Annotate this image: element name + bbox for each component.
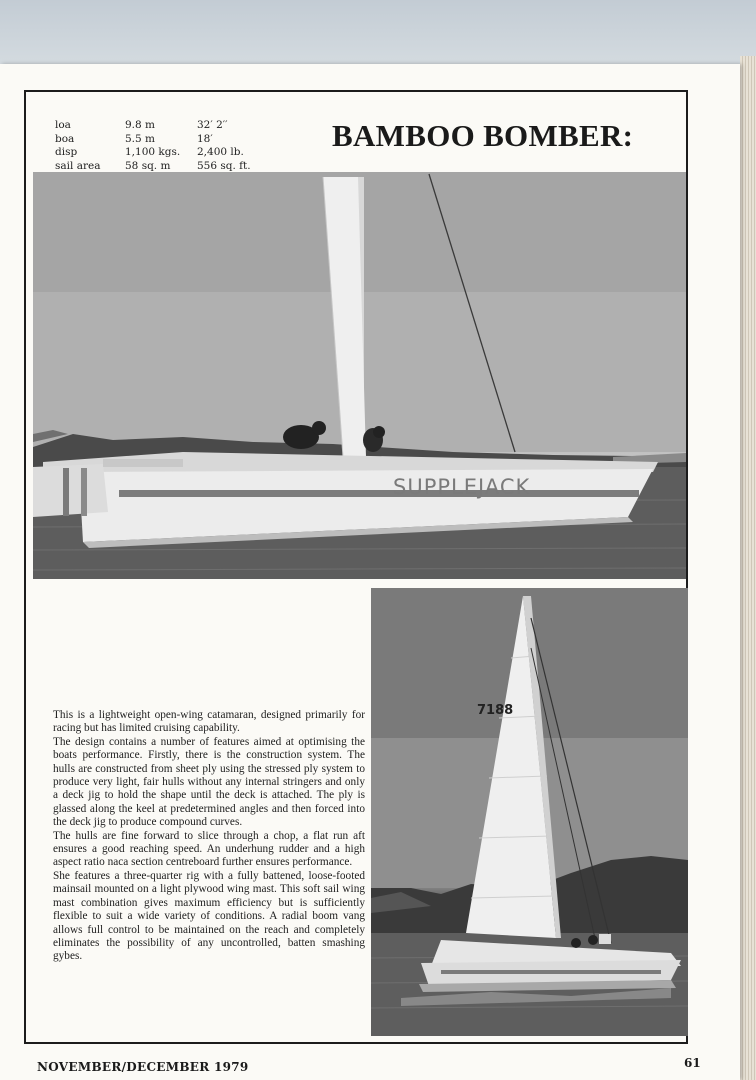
photo-catamaran-sailing [371,588,688,1036]
spec-row-loa [55,119,251,133]
article-body [53,709,365,964]
article-paragraph: She features a three-quarter rig with a fully battened, loose-footed mainsail mounted on a light plywood wing mast. This soft sail wing mast combination gives maximum efficiency but is sufficiently flexible to suit a wide variety of conditions. A radial boom vang allows full control to be maintained on the reach and completely eliminates the possibility of any uncontrolled, batten smashing gybes. [53,869,365,963]
spec-row-disp [55,146,251,160]
spec-metric: 5.5 m [125,132,155,145]
photo-catamaran-side [33,172,686,579]
spec-row-sail-area [55,160,251,174]
photo-catamaran-side-illustration [33,172,686,579]
article-title: BAMBOO BOMBER: [332,118,634,153]
page-number: 61 [684,1056,701,1070]
spec-metric: 58 sq. m [125,159,171,172]
spec-row-boa [55,133,251,147]
spec-metric: 9.8 m [125,119,155,131]
article-paragraph: The design contains a number of features aimed at optimising the boats performance. Firstly, there is the construction system. The hulls are constructed from sheet ply using the stressed ply system to produce very light, fair hulls without any internal stringers and only a deck jig to hold the shape until the deck is attached. The ply is glassed along the keel at predetermined angles and then forced into the deck jig to produce compound curves. [53,735,365,829]
page-edge [740,56,756,1080]
article-paragraph: The hulls are fine forward to slice through a chop, a flat run aft ensures a good reaching speed. An underhung rudder and a high aspect ratio naca section centreboard further ensures performance. [53,829,365,869]
article-paragraph: This is a lightweight open-wing catamaran, designed primarily for racing but has limited cruising capability. [53,709,365,735]
spec-label: boa [55,132,75,145]
spec-imperial: 18′ [197,132,213,145]
spec-label: sail area [55,159,101,172]
spec-label: loa [55,119,71,131]
spec-imperial: 556 sq. ft. [197,159,251,172]
sail-number-text: 7188 [477,703,514,718]
spec-imperial: 32′ 2′′ [197,119,228,131]
spec-label: disp [55,146,78,158]
scan-background [0,0,756,66]
spec-metric: 1,100 kgs. [125,146,181,158]
specs-table [55,119,251,173]
issue-date: NOVEMBER/DECEMBER 1979 [37,1060,249,1074]
photo-catamaran-sailing-illustration [371,588,688,1036]
hull-name-text: SUPPLEJACK [393,475,531,499]
spec-imperial: 2,400 lb. [197,146,244,158]
